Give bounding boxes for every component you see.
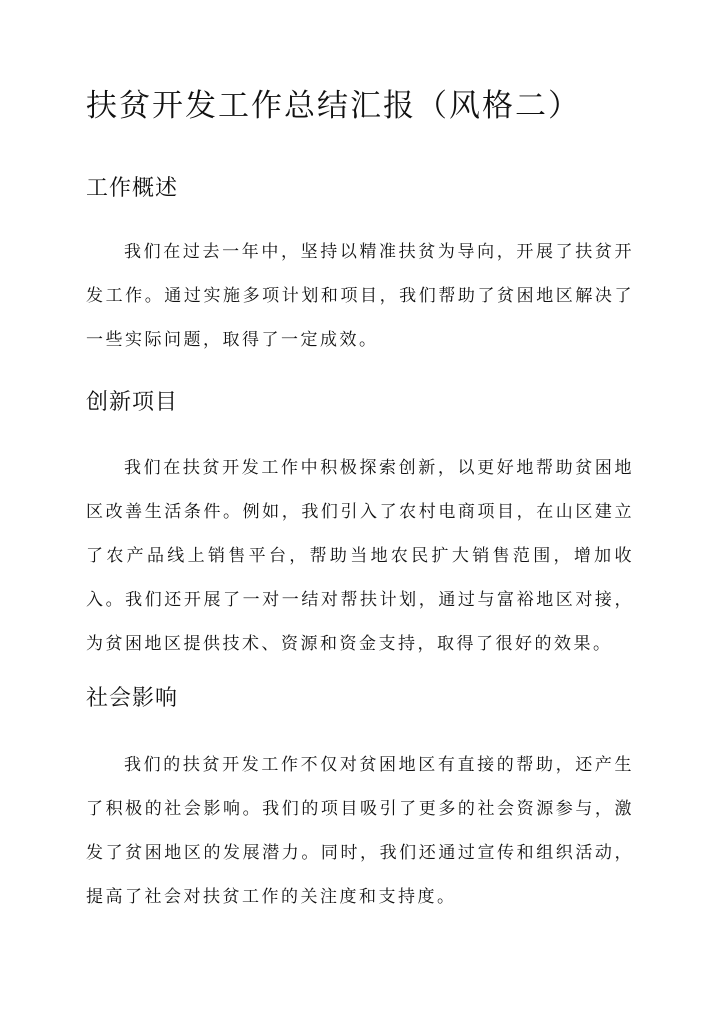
section-body-innovation: 我们在扶贫开发工作中积极探索创新，以更好地帮助贫困地区改善生活条件。例如，我们引入了农村电商项目，在山区建立了农产品线上销售平台，帮助当地农民扩大销售范围，增加收入。我们还开展了一对一结对帮扶计划，通过与富裕地区对接，为贫困地区提供技术、资源和资金支持，取得了很好的效果。 xyxy=(86,458,634,654)
section-body-social-impact: 我们的扶贫开发工作不仅对贫困地区有直接的帮助，还产生了积极的社会影响。我们的项目吸引了更多的社会资源参与，激发了贫困地区的发展潜力。同时，我们还通过宣传和组织活动，提高了社会对扶贫工作的关注度和支持度。 xyxy=(86,755,634,907)
section-heading-overview: 工作概述 xyxy=(86,176,179,201)
document-title: 扶贫开发工作总结汇报（风格二） xyxy=(86,88,581,124)
section-body-overview: 我们在过去一年中，坚持以精准扶贫为导向，开展了扶贫开发工作。通过实施多项计划和项目，我们帮助了贫困地区解决了一些实际问题，取得了一定成效。 xyxy=(86,242,634,350)
section-heading-social-impact: 社会影响 xyxy=(86,686,179,711)
section-heading-innovation: 创新项目 xyxy=(86,390,179,415)
